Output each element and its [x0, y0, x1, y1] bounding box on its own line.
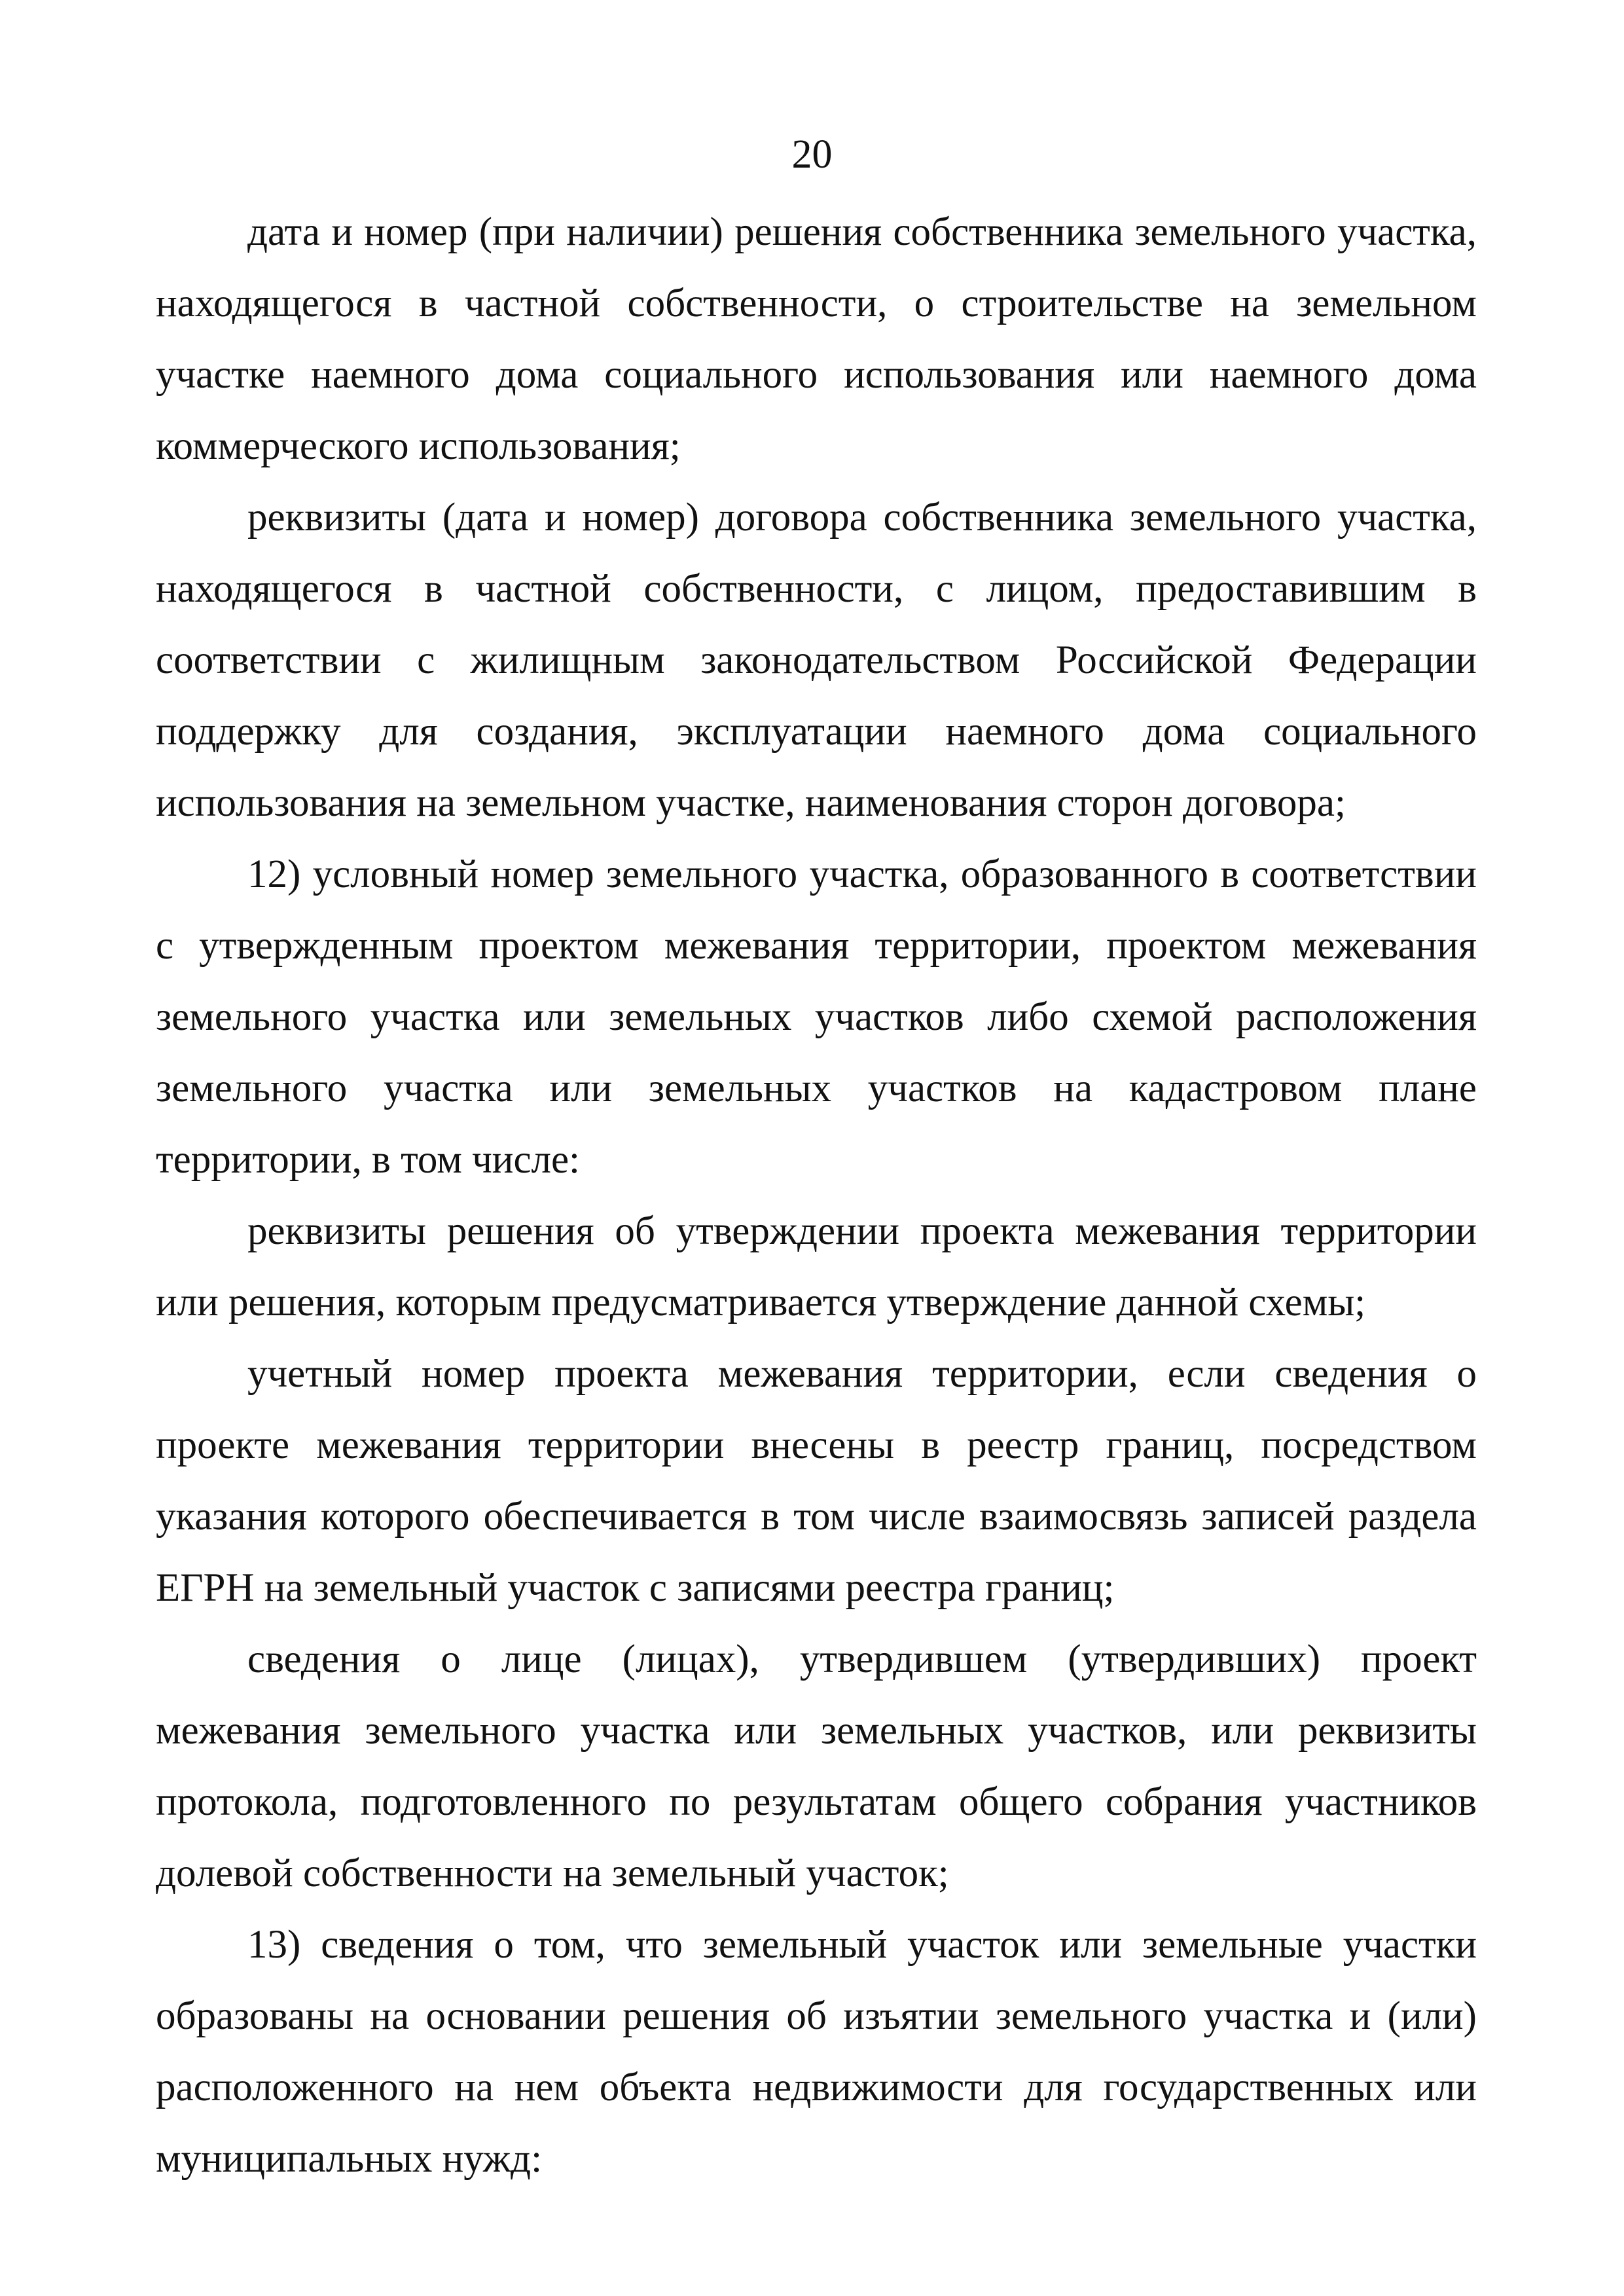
page-number: 20: [791, 132, 833, 177]
paragraph-contract-details: реквизиты (дата и номер) договора собственника земельного участка, находящегося в частной собственности, с лицом, предоставившим в соответствии с жилищным законодательством Российской Федерации поддержку для создания, эксплуатации наемного дома социального использования на земельном участке, наименования сторон договора;: [156, 496, 1477, 825]
paragraph-decision-date: дата и номер (при наличии) решения собственника земельного участка, находящегося в частной собственности, о строительстве на земельном участке наемного дома социального использования или наемного дома коммерческого использования;: [156, 210, 1477, 468]
document-body: [156, 196, 1477, 2195]
paragraph-item-13: 13) сведения о том, что земельный участок или земельные участки образованы на основании решения об изъятии земельного участка и (или) расположенного на нем объекта недвижимости для государственных или муниципальных нужд:: [156, 1923, 1477, 2181]
paragraph-registration-number: учетный номер проекта межевания территории, если сведения о проекте межевания территории внесены в реестр границ, посредством указания которого обеспечивается в том числе взаимосвязь записей раздела ЕГРН на земельный участок с записями реестра границ;: [156, 1352, 1477, 1610]
paragraph-approver-info: сведения о лице (лицах), утвердившем (утвердивших) проект межевания земельного участка или земельных участков, или реквизиты протокола, подготовленного по результатам общего собрания участников долевой собственности на земельный участок;: [156, 1637, 1477, 1895]
paragraph-approval-decision: реквизиты решения об утверждении проекта межевания территории или решения, которым предусматривается утверждение данной схемы;: [156, 1209, 1477, 1324]
paragraph-item-12: 12) условный номер земельного участка, образованного в соответствии с утвержденным проектом межевания территории, проектом межевания земельного участка или земельных участков либо схемой расположения земельного участка или земельных участков на кадастровом плане территории, в том числе:: [156, 852, 1477, 1182]
